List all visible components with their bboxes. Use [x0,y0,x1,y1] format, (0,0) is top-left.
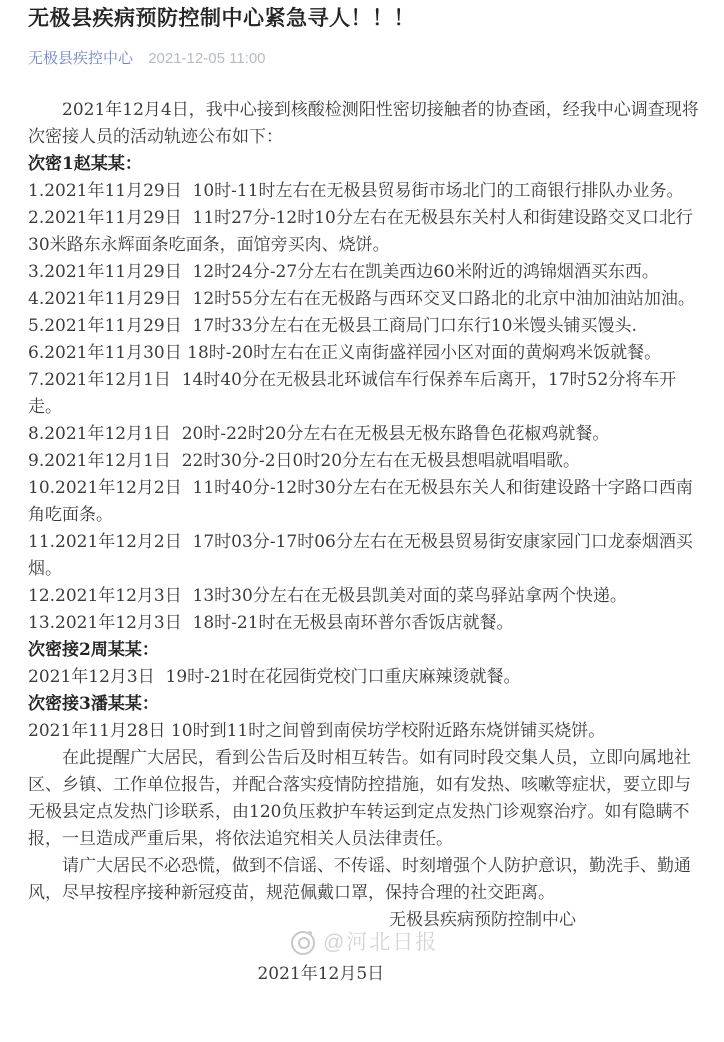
section-heading-contact3: 次密接3潘某某： [28,694,159,714]
track-item: 1.2021年11月29日 10时-11时左右在无极县贸易街市场北门的工商银行排队办业务。 [28,181,684,201]
date-text: 2021年12月5日 [257,964,385,984]
track-item: 7.2021年12月1日 14时40分在无极县北环诚信车行保养车后离开，17时52分将车开走。 [28,370,677,417]
watermark-label: @河北日报 [323,931,439,954]
track-item: 13.2021年12月3日 18时-21时在无极县南环普尔香饭店就餐。 [28,613,514,633]
closing-paragraph-2: 请广大居民不必恐慌，做到不信谣、不传谣、时刻增强个人防护意识，勤洗手、勤通风，尽早按程序接种新冠疫苗，规范佩戴口罩，保持合理的社交距离。 [28,856,691,903]
track-item: 2.2021年11月29日 11时27分-12时10分左右在无极县东关村人和街建设路交叉口北行30米路东永辉面条吃面条，面馆旁买肉、烧饼。 [28,208,693,255]
signature-line: 无极县疾病预防控制中心 [389,910,576,930]
track-item: 9.2021年12月1日 22时30分-2日0时20分左右在无极县想唱就唱唱歌。 [28,451,581,471]
publish-meta [28,49,702,69]
article-body [28,97,702,984]
weibo-swirl-logo-icon [291,931,315,955]
track-item: 6.2021年11月30日 18时-20时左右在正义南街盛祥园小区对面的黄焖鸡米饭就餐。 [28,343,662,363]
source-link[interactable]: 无极县疾控中心 [28,50,134,67]
hebei-daily-watermark [291,929,438,956]
track-item: 10.2021年12月2日 11时40分-12时30分左右在无极县东关人和街建设路十字路口西南角吃面条。 [28,478,693,525]
track-item: 2021年11月28日 10时到11时之间曾到南侯坊学校附近路东烧饼铺买烧饼。 [28,721,606,741]
section-heading-contact2: 次密接2周某某： [28,640,159,660]
track-item: 8.2021年12月1日 20时-22时20分左右在无极县无极东路鲁色花椒鸡就餐。 [28,424,610,444]
track-item: 11.2021年12月2日 17时03分-17时06分左右在无极县贸易街安康家园门口龙泰烟酒买烟。 [28,532,693,579]
track-item: 3.2021年11月29日 12时24分-27分左右在凯美西边60米附近的鸿锦烟酒买东西。 [28,262,659,282]
closing-paragraph-1: 在此提醒广大居民，看到公告后及时相互转告。如有同时段交集人员，立即向属地社区、乡镇、工作单位报告，并配合落实疫情防控措施，如有发热、咳嗽等症状，要立即与无极县定点发热门诊联系，由120负压救护车转运到定点发热门诊观察治疗。如有隐瞒不报，一旦造成严重后果，将依法追究相关人员法律责任。 [28,748,691,849]
article-title: 无极县疾病预防控制中心紧急寻人！！！ [28,7,415,30]
date-line [225,931,702,984]
section-heading-contact1: 次密1赵某某： [28,154,142,174]
track-item: 2021年12月3日 19时-21时在花园街党校门口重庆麻辣烫就餐。 [28,667,521,687]
track-item: 12.2021年12月3日 13时30分左右在无极县凯美对面的菜鸟驿站拿两个快递。 [28,586,627,606]
intro-paragraph: 2021年12月4日，我中心接到核酸检测阳性密切接触者的协查函，经我中心调查现将次密接人员的活动轨迹公布如下： [28,100,699,147]
track-item: 4.2021年11月29日 12时55分左右在无极路与西环交叉口路北的北京中油加油站加油。 [28,289,695,309]
track-item: 5.2021年11月29日 17时33分左右在无极县工商局门口东行10米馒头铺买馒头. [28,316,637,336]
publish-timestamp: 2021-12-05 11:00 [148,50,266,67]
